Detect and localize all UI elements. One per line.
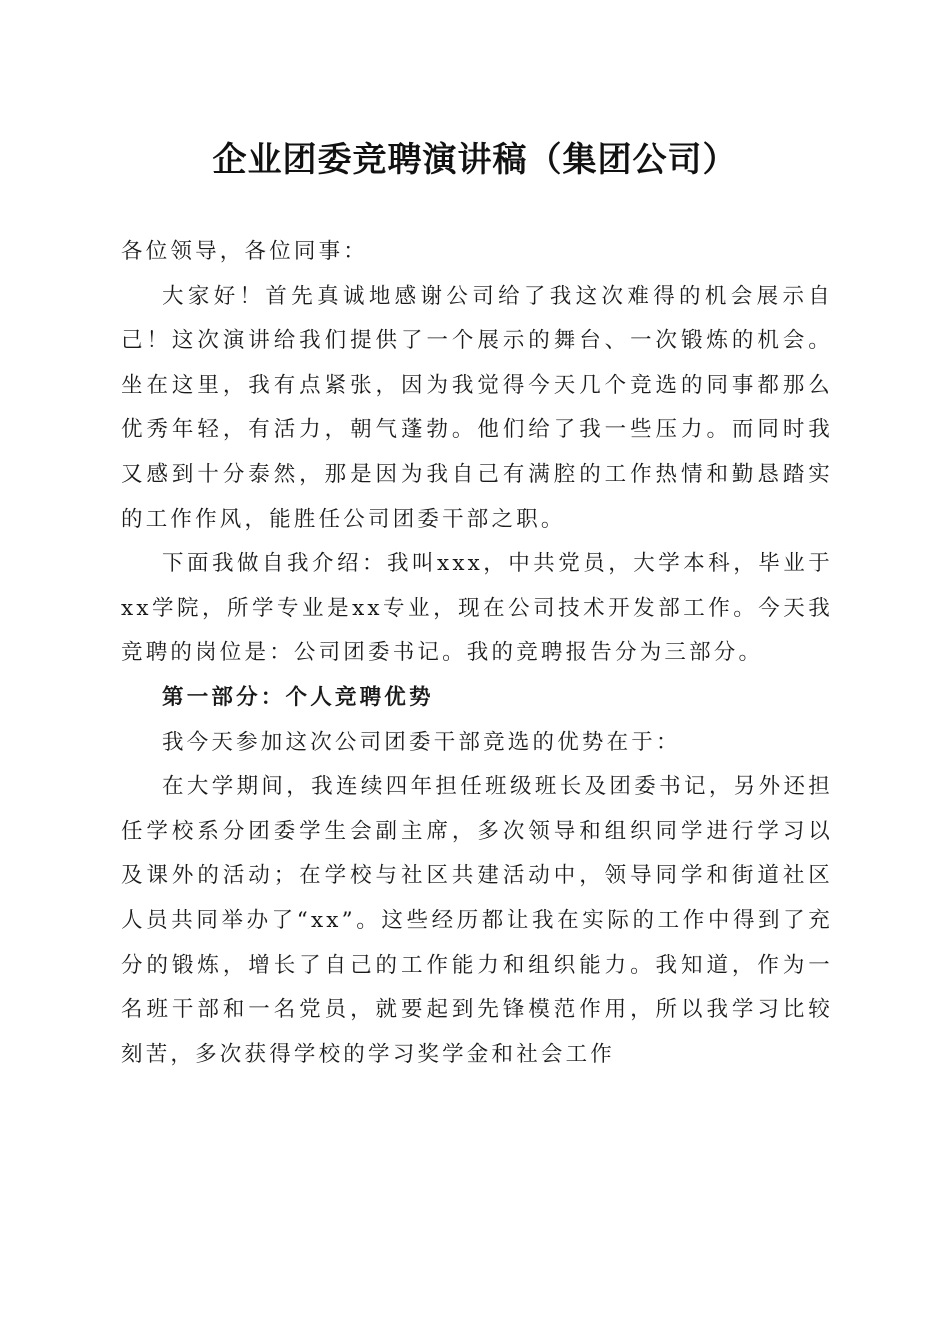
section-intro: 我今天参加这次公司团委干部竞选的优势在于： [162, 729, 681, 755]
paragraph-greeting: 大家好！首先真诚地感谢公司给了我这次难得的机会展示自己！这次演讲给我们提供了一个展示的舞台、一次锻炼的机会。坐在这里，我有点紧张，因为我觉得今天几个竞选的同事都那么优秀年轻，有活力，朝气蓬勃。他们给了我一些压力。而同时我又感到十分泰然，那是因为我自己有满腔的工作热情和勤恳踏实的工作作风，能胜任公司团委干部之职。 [121, 283, 833, 532]
document-body [121, 230, 833, 1077]
salutation: 各位领导，各位同事： [121, 239, 369, 264]
paragraph-self-intro: 下面我做自我介绍：我叫xxx，中共党员，大学本科，毕业于xx学院，所学专业是xx专业，现在公司技术开发部工作。今天我竞聘的岗位是：公司团委书记。我的竞聘报告分为三部分。 [121, 551, 833, 666]
section-heading: 第一部分：个人竞聘优势 [162, 684, 434, 710]
document-title: 企业团委竞聘演讲稿（集团公司） [212, 140, 738, 180]
paragraph-advantages: 在大学期间，我连续四年担任班级班长及团委书记，另外还担任学校系分团委学生会副主席，多次领导和组织同学进行学习以及课外的活动；在学校与社区共建活动中，领导同学和街道社区人员共同举办了“xx”。这些经历都让我在实际的工作中得到了充分的锻炼，增长了自己的工作能力和组织能力。我知道，作为一名班干部和一名党员，就要起到先锋模范作用，所以我学习比较刻苦，多次获得学校的学习奖学金和社会工作 [121, 774, 833, 1067]
